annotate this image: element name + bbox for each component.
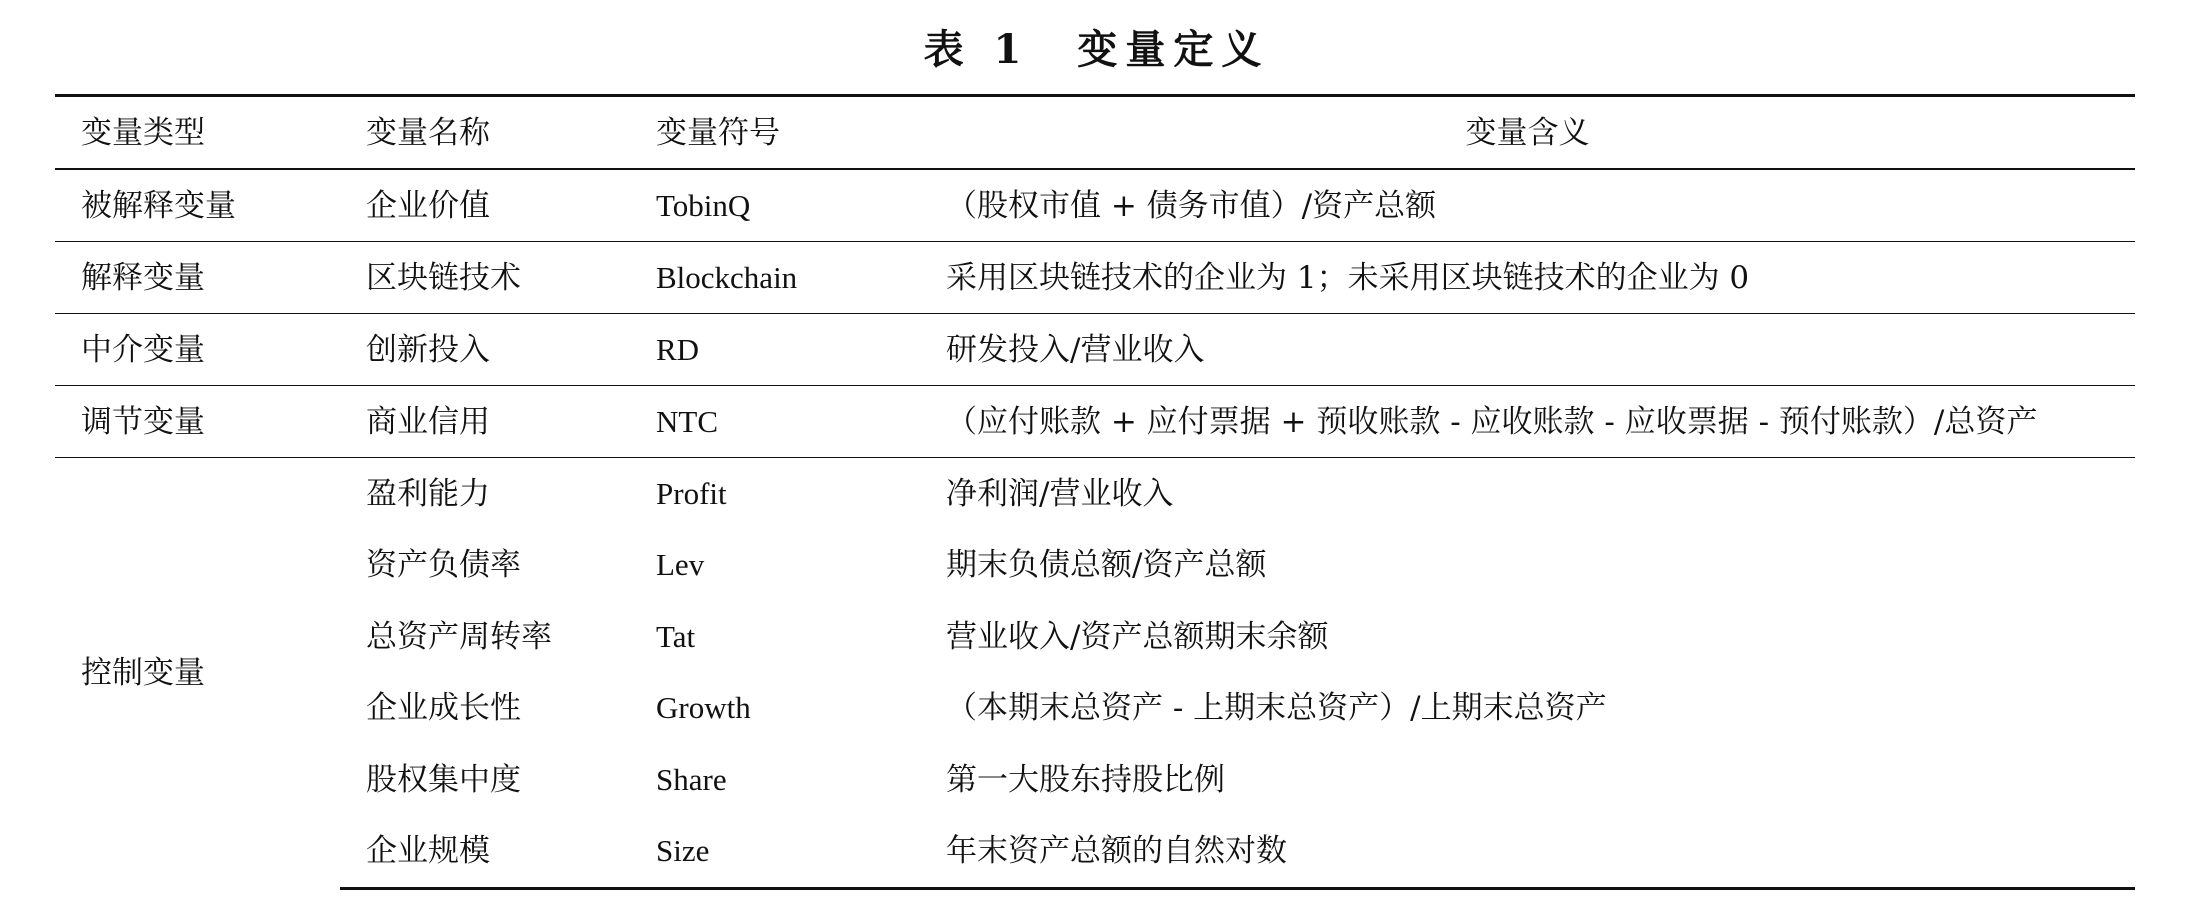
variable-symbol-cell: Growth: [656, 690, 751, 726]
variable-name-cell: 股权集中度: [366, 761, 521, 798]
variable-symbol-cell: NTC: [630, 386, 920, 458]
control-variable-type-cell: 控制变量: [55, 458, 340, 889]
table-row: [55, 458, 2135, 530]
variable-definition-cell: 营业收入/资产总额期末余额: [946, 618, 1329, 655]
variable-definition-cell: （股权市值 + 债务市值）/资产总额: [920, 169, 2135, 242]
variable-definition-cell: （本期末总资产 - 上期末总资产）/上期末总资产: [946, 690, 1607, 727]
variable-symbol-cell: Blockchain: [630, 242, 920, 314]
variable-symbol-cell: RD: [630, 314, 920, 386]
table-body: [55, 169, 2135, 889]
table-row: [55, 744, 2135, 816]
variable-symbol-cell: Size: [630, 816, 920, 889]
table-row: [55, 816, 2135, 889]
variable-definition-cell: （应付账款 + 应付票据 + 预收账款 - 应收账款 - 应收票据 - 预付账款）/总资产: [920, 386, 2135, 458]
variable-name-cell: 企业价值: [340, 169, 630, 242]
header-variable-type: 变量类型: [81, 114, 205, 151]
variable-definition-cell: 研发投入/营业收入: [920, 314, 2135, 386]
variable-definition-cell: 净利润/营业收入: [920, 458, 2135, 530]
variable-definition-table: [55, 94, 2135, 890]
header-variable-definition: 变量含义: [1465, 114, 1590, 151]
variable-name-cell: 企业成长性: [366, 690, 521, 727]
table-row: [55, 314, 2135, 386]
variable-definition-cell: 期末负债总额/资产总额: [946, 547, 1267, 584]
variable-symbol-cell: Tat: [656, 618, 696, 654]
variable-symbol-cell: Profit: [630, 458, 920, 530]
variable-type-cell: 中介变量: [55, 314, 340, 386]
variable-symbol-cell: Share: [656, 761, 727, 797]
variable-name-cell: 盈利能力: [340, 458, 630, 530]
variable-name-cell: 区块链技术: [340, 242, 630, 314]
table-row: [55, 673, 2135, 745]
variable-name-cell: 商业信用: [340, 386, 630, 458]
header-variable-symbol: 变量符号: [656, 114, 780, 151]
table-title: 表 1 变量定义: [923, 26, 1270, 73]
table-row: [55, 386, 2135, 458]
table-header: [55, 96, 2135, 170]
table-row: [55, 530, 2135, 602]
variable-name-cell: 总资产周转率: [366, 618, 552, 655]
variable-definition-cell: 第一大股东持股比例: [946, 761, 1225, 798]
variable-type-cell: 调节变量: [55, 386, 340, 458]
variable-name-cell: 创新投入: [340, 314, 630, 386]
header-variable-name: 变量名称: [366, 114, 490, 151]
variable-definition-cell: 年末资产总额的自然对数: [920, 816, 2135, 889]
header-row: [55, 96, 2135, 170]
table-row: [55, 242, 2135, 314]
table-row: [55, 601, 2135, 673]
variable-type-cell: 被解释变量: [55, 169, 340, 242]
table-row: [55, 169, 2135, 242]
variable-name-cell: 企业规模: [340, 816, 630, 889]
variable-type-cell: 解释变量: [55, 242, 340, 314]
variable-symbol-cell: TobinQ: [630, 169, 920, 242]
variable-definition-cell: 采用区块链技术的企业为 1；未采用区块链技术的企业为 0: [920, 242, 2135, 314]
variable-symbol-cell: Lev: [656, 547, 705, 583]
variable-name-cell: 资产负债率: [366, 547, 521, 584]
